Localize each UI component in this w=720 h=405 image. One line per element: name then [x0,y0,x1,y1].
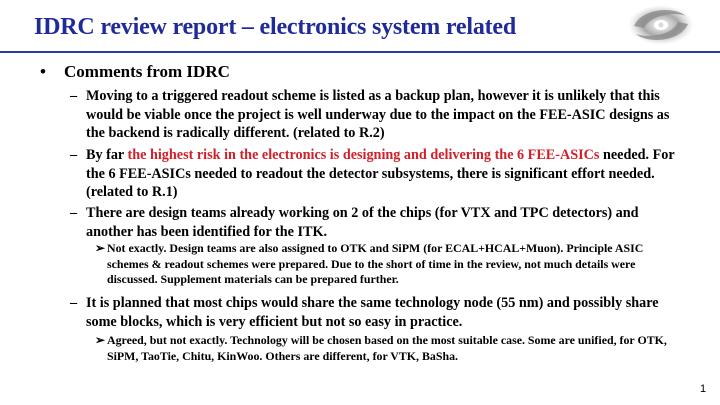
comment-text-post: needed. For the 6 FEE-ASICs needed to readout the detector subsystems, there is significant effort needed. (related to R.1) [86,147,675,200]
dash-marker: – [70,88,78,104]
comment-text: Moving to a triggered readout scheme is listed as a backup plan, however it is unlikely that this would be viable once the project is well underway due to the impact on the FEE-ASIC designs as the backend is radically different. (related to R.2) [86,88,670,141]
section-heading-text: Comments from IDRC [64,62,230,81]
dash-marker: – [70,147,78,163]
comment-text: There are design teams already working on 2 of the chips (for VTX and TPC detectors) and another has been identified for the ITK. [86,205,639,240]
comment-text: It is planned that most chips would share the same technology node (55 nm) and possibly share some blocks, which is very efficient but not so easy in practice. [86,295,659,330]
response-text: Not exactly. Design teams are also assigned to OTK and SiPM (for ECAL+HCAL+Muon). Principle ASIC schemes & readout schemes were prepared. Due to the short of time in the review, not much details were discussed. Supplement materials can be prepared further. [107,241,644,286]
dash-marker: – [70,295,78,311]
bullet-marker: • [40,62,46,81]
comment-text [86,146,686,202]
arrow-bullet-icon: ➢ [95,333,105,347]
page-number: 1 [700,383,707,395]
response-text: Agreed, but not exactly. Technology will be chosen based on the most suitable case. Some are unified, for OTK, SiPM, TaoTie, Chitu, KinWoo. Others are different, for VTK, BaSha. [107,333,667,363]
dash-marker: – [70,205,78,221]
arrow-bullet-icon: ➢ [95,241,105,255]
highlight-text: the highest risk in the electronics is designing and delivering the 6 FEE-ASICs [127,147,600,163]
comment-text-pre: By far [86,147,128,163]
slide-title: IDRC review report – electronics system related [34,14,517,40]
